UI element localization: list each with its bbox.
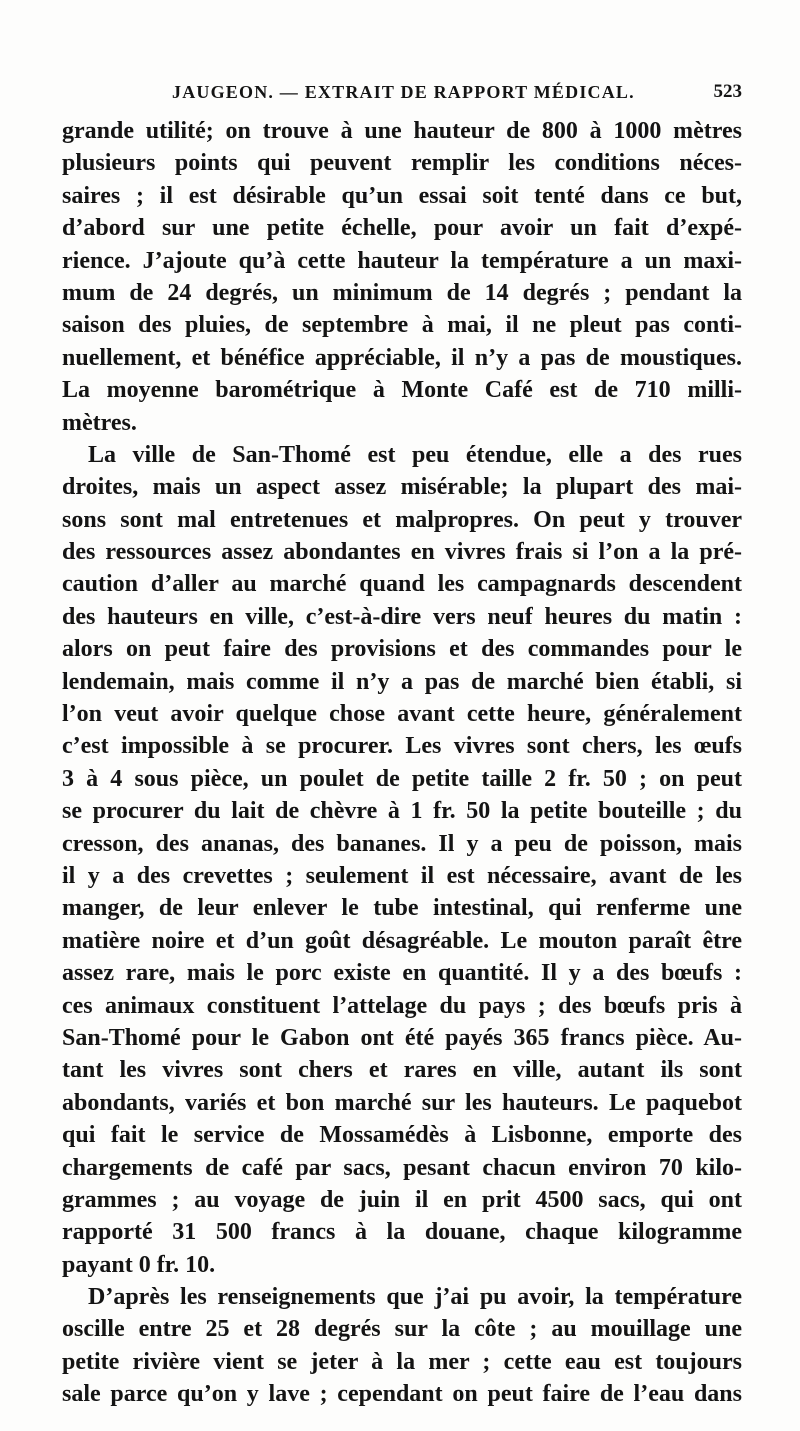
text-line: mètres. (62, 409, 137, 436)
paragraph-2 (62, 439, 742, 1281)
text-line: assez rare, mais le porc existe en quantité. Il y a des bœufs : (62, 960, 742, 987)
text-line: sons sont mal entretenues et malpropres. On peut y trouver (62, 506, 742, 533)
text-line: caution d’aller au marché quand les campagnards descendent (62, 571, 742, 598)
text-line: droites, mais un aspect assez misérable; la plupart des mai- (62, 474, 742, 501)
text-line: se procurer du lait de chèvre à 1 fr. 50 la petite bouteille ; du (62, 798, 742, 825)
text-line: manger, de leur enlever le tube intestinal, qui renferme une (62, 895, 742, 922)
paragraph-1 (62, 115, 742, 439)
text-line: D’après les renseignements que j’ai pu avoir, la température (88, 1284, 742, 1311)
text-line: chargements de café par sacs, pesant chacun environ 70 kilo- (62, 1154, 742, 1181)
text-line: des ressources assez abondantes en vivres frais si l’on a la pré- (62, 539, 742, 566)
text-line: payant 0 fr. 10. (62, 1251, 216, 1278)
text-line: mum de 24 degrés, un minimum de 14 degrés ; pendant la (62, 279, 742, 306)
text-line: La ville de San-Thomé est peu étendue, elle a des rues (88, 441, 742, 468)
text-line: San-Thomé pour le Gabon ont été payés 365 francs pièce. Au- (62, 1024, 742, 1051)
text-line: ces animaux constituent l’attelage du pays ; des bœufs pris à (62, 992, 742, 1019)
text-line: qui fait le service de Mossamédès à Lisbonne, emporte des (62, 1122, 742, 1149)
text-line: nuellement, et bénéfice appréciable, il n’y a pas de moustiques. (62, 344, 742, 371)
text-line: matière noire et d’un goût désagréable. Le mouton paraît être (62, 927, 742, 954)
text-line: 3 à 4 sous pièce, un poulet de petite taille 2 fr. 50 ; on peut (62, 765, 742, 792)
text-line: grande utilité; on trouve à une hauteur de 800 à 1000 mètres (62, 118, 742, 144)
text-line: abondants, variés et bon marché sur les hauteurs. Le paquebot (62, 1089, 742, 1116)
running-title: JAUGEON. — EXTRAIT DE RAPPORT MÉDICAL. (172, 82, 635, 102)
text-line: lendemain, mais comme il n’y a pas de marché bien établi, si (62, 668, 742, 695)
text-line: cresson, des ananas, des bananes. Il y a peu de poisson, mais (62, 830, 742, 857)
text-line: saison des pluies, de septembre à mai, il ne pleut pas conti- (62, 312, 742, 339)
text-line: l’on veut avoir quelque chose avant cette heure, généralement (62, 701, 742, 728)
text-line: plusieurs points qui peuvent remplir les conditions néces- (62, 150, 742, 177)
body-text (62, 115, 742, 1411)
text-line: d’abord sur une petite échelle, pour avoir un fait d’expé- (62, 215, 742, 242)
running-head (62, 78, 742, 108)
text-line: des hauteurs en ville, c’est-à-dire vers neuf heures du matin : (62, 603, 742, 630)
text-line: tant les vivres sont chers et rares en ville, autant ils sont (62, 1057, 742, 1084)
text-line: oscille entre 25 et 28 degrés sur la côte ; au mouillage une (62, 1316, 742, 1343)
text-line: grammes ; au voyage de juin il en prit 4500 sacs, qui ont (62, 1186, 742, 1213)
paragraph-3 (62, 1281, 742, 1411)
text-line: sale parce qu’on y lave ; cependant on peut faire de l’eau dans (62, 1381, 742, 1408)
text-line: rience. J’ajoute qu’à cette hauteur la température a un maxi- (62, 247, 742, 274)
text-line: rapporté 31 500 francs à la douane, chaque kilogramme (62, 1219, 742, 1246)
text-line: petite rivière vient se jeter à la mer ; cette eau est toujours (62, 1348, 742, 1375)
text-line: c’est impossible à se procurer. Les vivres sont chers, les œufs (62, 733, 742, 760)
page-number: 523 (713, 81, 742, 102)
text-line: La moyenne barométrique à Monte Café est de 710 milli- (62, 377, 742, 404)
text-line: saires ; il est désirable qu’un essai soit tenté dans ce but, (62, 182, 742, 209)
text-line: alors on peut faire des provisions et des commandes pour le (62, 636, 742, 663)
text-line: il y a des crevettes ; seulement il est nécessaire, avant de les (62, 862, 742, 889)
